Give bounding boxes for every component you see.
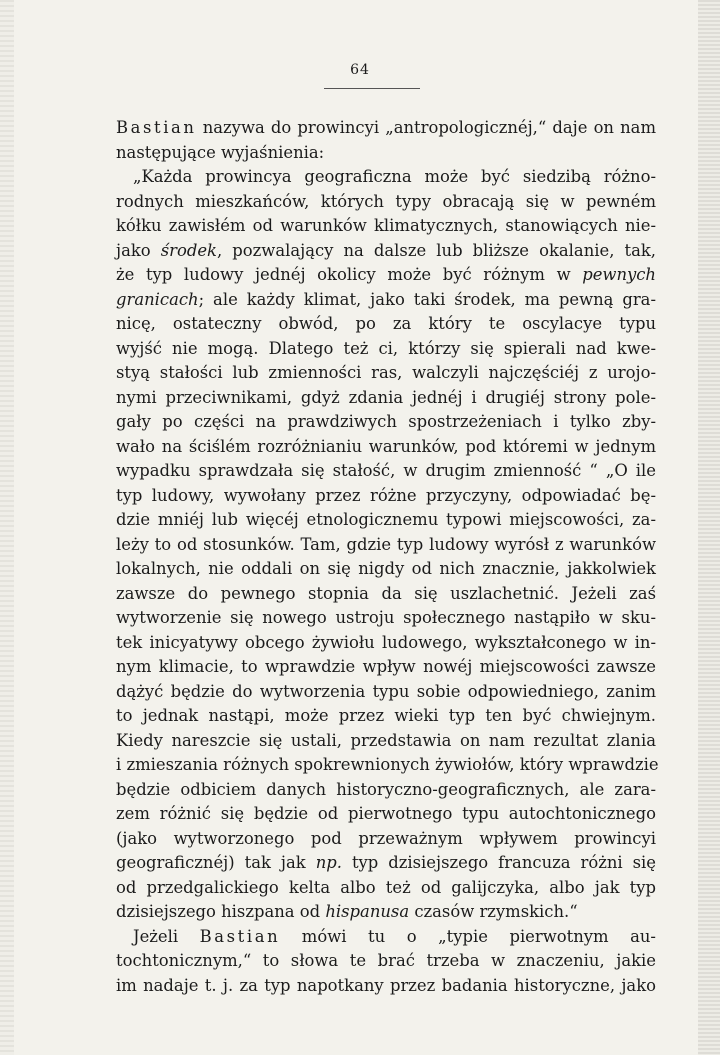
text-line xyxy=(116,827,656,852)
text-segment: zawsze do pewnego stopnia da się uszlachetnić. Jeżeli zaś xyxy=(116,583,656,603)
text-line xyxy=(116,239,656,264)
text-segment: rodnych mieszkańców, których typy obracają się w pewném xyxy=(116,191,656,211)
text-line xyxy=(116,190,656,215)
text-segment: kółku zawisłém od warunków klimatycznych, stanowiących nie- xyxy=(116,216,656,235)
text-segment: Jeżeli xyxy=(133,926,200,946)
text-segment: od przedgalickiego kelta albo też od galijczyka, albo jak typ xyxy=(116,877,656,897)
text-line xyxy=(116,361,656,386)
text-line xyxy=(116,704,656,729)
text-segment: ; ale każdy klimat, jako taki środek, ma pewną gra- xyxy=(198,289,656,309)
text-segment: leży to od stosunków. Tam, gdzie typ ludowy wyrósł z warunków xyxy=(116,534,656,554)
text-segment: wało na ściślém rozróżnianiu warunków, pod któremi w jednym xyxy=(116,436,656,456)
text-line xyxy=(116,900,656,925)
text-segment: nym klimacie, to wprawdzie wpływ nowéj miejscowości zawsze xyxy=(116,657,656,676)
text-segment: lokalnych, nie oddali on się nigdy od nich znacznie, jakkolwiek xyxy=(116,559,656,578)
text-line xyxy=(116,214,656,239)
page-edge-left xyxy=(0,0,14,1055)
text-segment: nazywa do prowincyi „antropologicznéj,“ daje on nam xyxy=(196,118,656,137)
text-line xyxy=(116,876,656,901)
text-line xyxy=(116,582,656,607)
text-segment: i zmieszania różnych spokrewnionych żywiołów, który wprawdzie xyxy=(116,755,659,774)
text-line xyxy=(116,263,656,288)
text-segment: dzie mniéj lub więcéj etnologicznemu typowi miejscowości, za- xyxy=(116,510,656,529)
text-segment: „Każda prowincya geograficzna może być siedzibą różno- xyxy=(133,167,656,186)
text-line xyxy=(116,606,656,631)
text-segment: mówi tu o „typie pierwotnym au- xyxy=(280,926,656,946)
text-segment: wyjść nie mogą. Dlatego też ci, którzy się spierali nad kwe- xyxy=(116,338,656,358)
text-line xyxy=(116,557,656,582)
text-segment: pewnych xyxy=(582,265,656,284)
text-segment: , pozwalający na dalsze lub bliższe okalanie, tak, xyxy=(217,240,656,260)
text-segment: nicę, ostateczny obwód, po za który te oscylacye typu xyxy=(116,314,656,333)
text-line xyxy=(116,116,656,141)
text-segment: że typ ludowy jednéj okolicy może być różnym w xyxy=(116,265,583,284)
text-line xyxy=(116,288,656,313)
text-segment: styą stałości lub zmienności ras, walczyli najczęściéj z urojo- xyxy=(116,363,656,382)
text-segment: nymi przeciwnikami, gdyż zdania jednéj i drugiéj strony pole- xyxy=(116,387,656,407)
text-line xyxy=(116,778,656,803)
text-segment: im nadaje t. j. za typ napotkany przez badania historyczne, jako xyxy=(116,975,656,995)
text-segment: dzisiejszego hiszpana od xyxy=(116,902,326,921)
text-line xyxy=(116,680,656,705)
text-segment: Bastian xyxy=(116,118,197,137)
text-segment: to jednak nastąpi, może przez wieki typ ten być chwiejnym. xyxy=(116,706,656,725)
text-line xyxy=(116,459,656,484)
text-segment: Kiedy nareszcie się ustali, przedstawia on nam rezultat zlania xyxy=(116,730,656,750)
body-text xyxy=(116,116,659,998)
text-line xyxy=(116,655,656,680)
text-line xyxy=(116,753,659,778)
text-segment: wytworzenie się nowego ustroju społecznego nastąpiło w sku- xyxy=(116,608,656,627)
text-segment: granicach xyxy=(116,289,199,309)
text-segment: hispanusa xyxy=(325,902,410,921)
page-edge-right xyxy=(698,0,720,1055)
text-line xyxy=(116,949,656,974)
text-segment: wypadku sprawdzała się stałość, w drugim zmienność “ „O ile xyxy=(116,461,656,480)
text-line xyxy=(116,851,656,876)
text-segment: czasów rzymskich.“ xyxy=(409,902,578,921)
text-segment: zem różnić się będzie od pierwotnego typu autochtonicznego xyxy=(116,804,656,823)
text-line xyxy=(116,631,656,656)
text-segment: dążyć będzie do wytworzenia typu sobie odpowiedniego, zanim xyxy=(116,681,656,701)
text-line xyxy=(116,974,656,999)
page-number: 64 xyxy=(350,62,370,78)
text-segment: np. xyxy=(315,853,342,872)
text-line xyxy=(116,484,656,509)
text-line xyxy=(116,337,656,362)
text-line xyxy=(116,802,656,827)
text-line xyxy=(116,925,656,950)
text-segment: (jako wytworzonego pod przeważnym wpływem prowincyi xyxy=(116,828,656,848)
text-segment: będzie odbiciem danych historyczno-geograficznych, ale zara- xyxy=(116,779,656,799)
text-line xyxy=(116,729,656,754)
text-line xyxy=(116,435,656,460)
text-segment: typ ludowy, wywołany przez różne przyczyny, odpowiadać bę- xyxy=(116,485,656,505)
text-line xyxy=(116,312,656,337)
text-segment: gały po części na prawdziwych spostrzeżeniach i tylko zby- xyxy=(116,412,656,431)
text-line xyxy=(116,141,656,166)
text-segment: typ dzisiejszego francuza różni się xyxy=(341,853,656,872)
text-segment: tochtonicznym,“ to słowa te brać trzeba w znaczeniu, jakie xyxy=(116,951,656,970)
text-segment: geograficznéj) tak jak xyxy=(116,853,316,872)
text-line xyxy=(116,533,656,558)
text-segment: środek xyxy=(160,240,217,260)
text-segment: Bastian xyxy=(199,926,281,946)
text-segment: następujące wyjaśnienia: xyxy=(116,142,325,162)
text-line xyxy=(116,165,656,190)
text-segment: jako xyxy=(116,240,161,260)
text-line xyxy=(116,508,656,533)
text-line xyxy=(116,386,656,411)
text-line xyxy=(116,410,656,435)
text-segment: tek inicyatywy obcego żywiołu ludowego, wykształconego w in- xyxy=(116,632,656,652)
header-rule xyxy=(324,88,420,89)
